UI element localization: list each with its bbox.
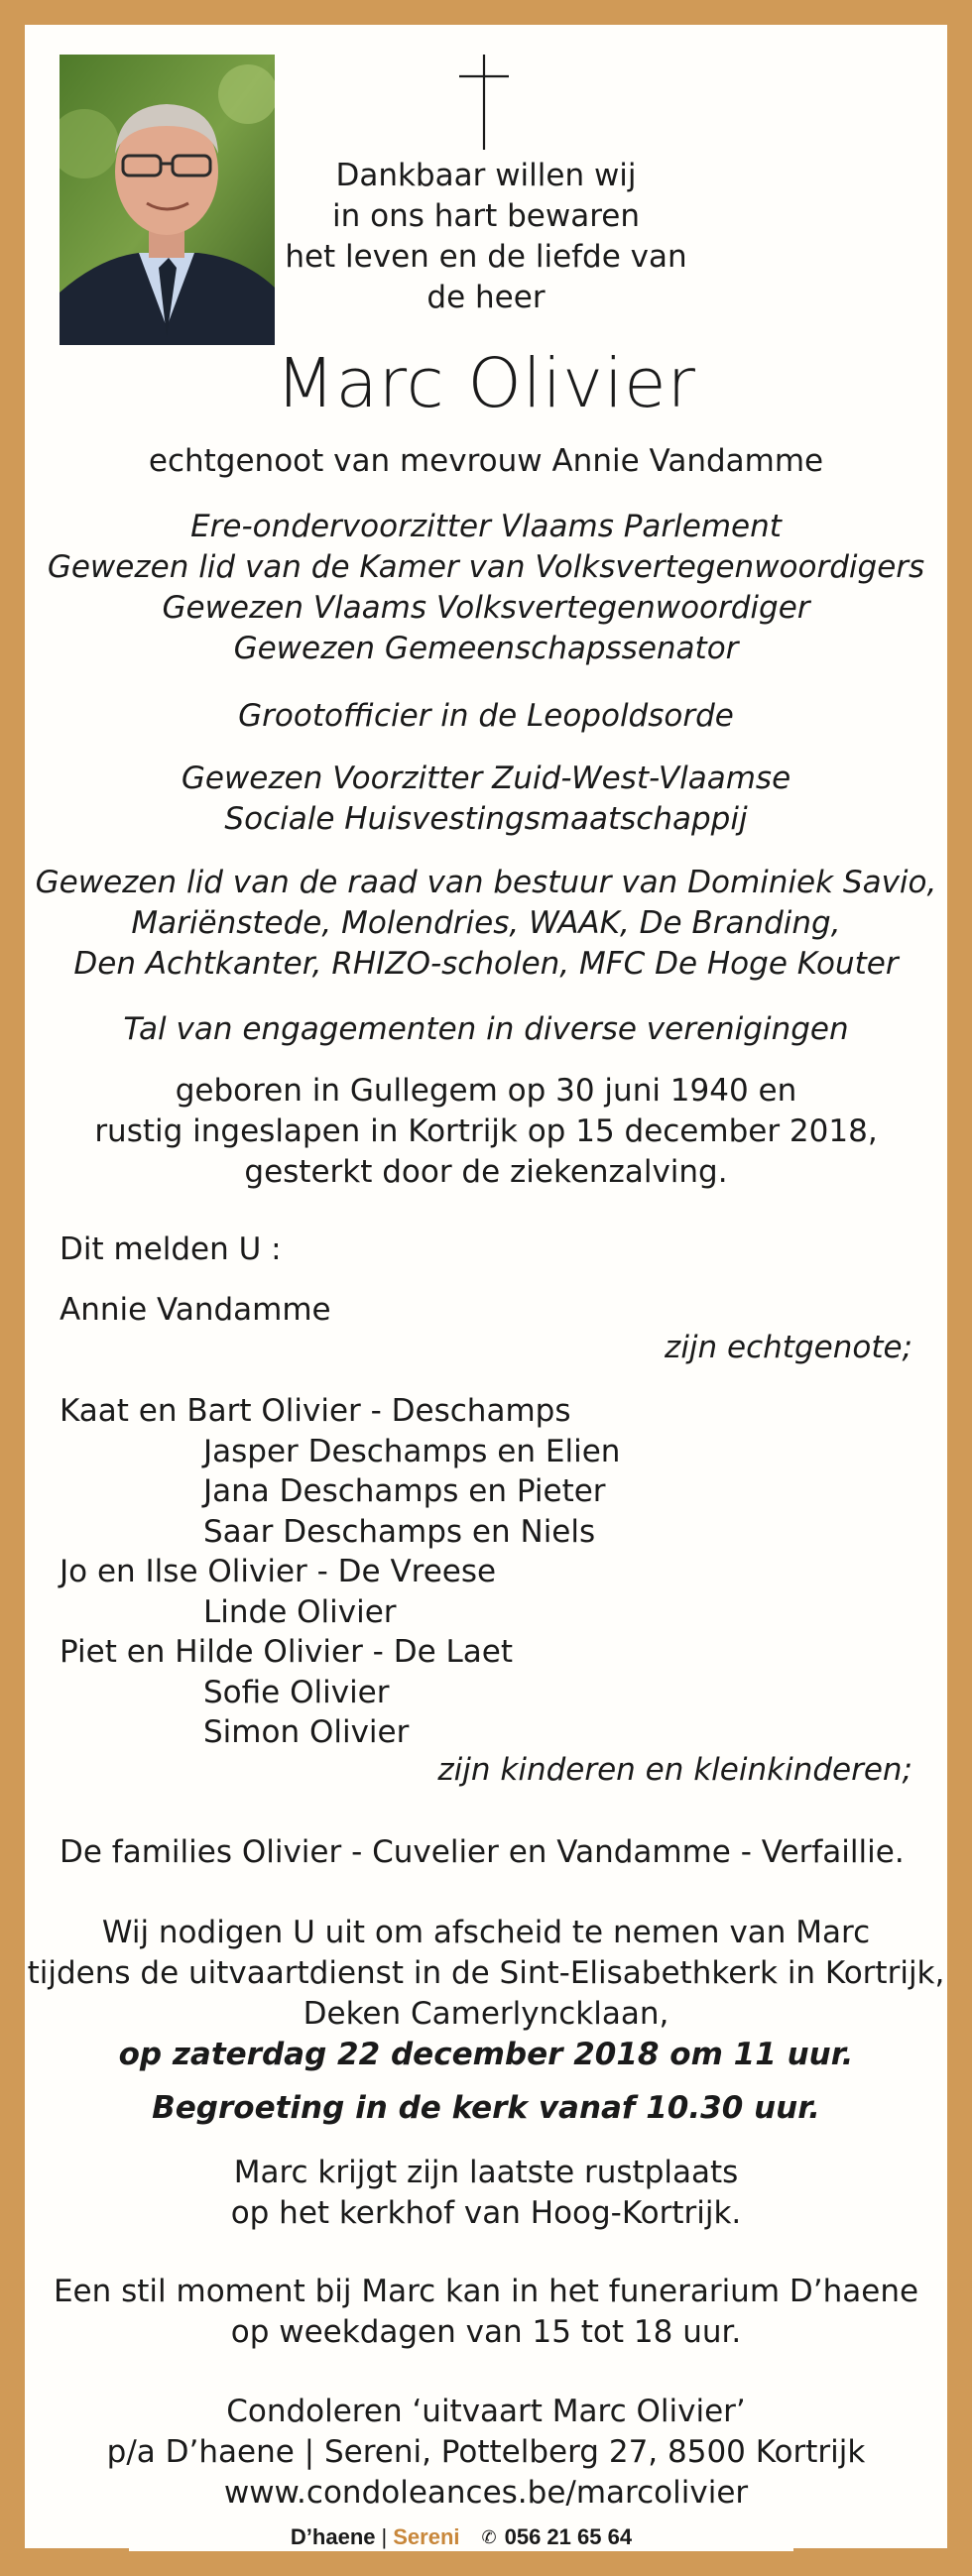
housing-line: Sociale Huisvestingsmaatschappij (224, 801, 748, 837)
cross-icon (454, 55, 514, 150)
family-role: zijn kinderen en kleinkinderen; (437, 1752, 912, 1788)
family-member: Piet en Hilde Olivier - De Laet (60, 1634, 514, 1670)
boards-block (25, 863, 947, 985)
announce-line: Dit melden U : (60, 1231, 282, 1267)
life-line: geboren in Gullegem op 30 juni 1940 en (175, 1073, 797, 1109)
housing-block (25, 759, 947, 840)
funeral-date: op zaterdag 22 december 2018 om 11 uur. (118, 2037, 854, 2072)
funeral-home-line: Een stil moment bij Marc kan in het funerarium D’haene (53, 2274, 919, 2309)
family-member: Saar Deschamps en Niels (203, 1513, 596, 1550)
life-block (25, 1071, 947, 1193)
family-member: Jana Deschamps en Pieter (203, 1473, 606, 1509)
funeral-home-block (25, 2272, 947, 2353)
intro-line: Dankbaar willen wij (335, 158, 637, 193)
invite-line: Wij nodigen U uit om afscheid te nemen van Marc (101, 1915, 871, 1950)
invite-line: Deken Camerlyncklaan, (303, 1996, 669, 2032)
boards-line: Mariënstede, Molendries, WAAK, De Branding, (131, 905, 841, 941)
housing-line: Gewezen Voorzitter Zuid-West-Vlaamse (181, 761, 791, 796)
widow-name: Annie Vandamme (60, 1292, 331, 1328)
condolences-line: p/a D’haene | Sereni, Pottelberg 27, 8500 Kortrijk (106, 2434, 866, 2470)
condolences-line: Condoleren ‘uitvaart Marc Olivier’ (226, 2394, 746, 2429)
deceased-name: Marc Olivier (275, 344, 696, 423)
brand-separator: | (381, 2524, 388, 2549)
family-member: Jo en Ilse Olivier - De Vreese (60, 1554, 497, 1589)
family-member: Linde Olivier (203, 1593, 397, 1630)
brand-dhaene: D’haene (290, 2524, 376, 2549)
rest-block (25, 2153, 947, 2234)
life-line: rustig ingeslapen in Kortrijk op 15 december 2018, (94, 1113, 878, 1149)
invite-line: tijdens de uitvaartdienst in de Sint-Elisabethkerk in Kortrijk, (27, 1955, 945, 1991)
brand-sereni: Sereni (393, 2524, 460, 2549)
title-line: Gewezen lid van de Kamer van Volksvertegenwoordigers (47, 549, 925, 585)
family-list (60, 1391, 912, 1753)
life-line: gesterkt door de ziekenzalving. (244, 1154, 728, 1190)
titles-block (25, 507, 947, 669)
boards-line: Gewezen lid van de raad van bestuur van Dominiek Savio, (35, 865, 937, 900)
condolences-link[interactable]: www.condoleances.be/marcolivier (223, 2475, 749, 2511)
intro-line: de heer (426, 280, 546, 315)
condolences-block (25, 2392, 947, 2514)
phone-number[interactable]: 056 21 65 64 (504, 2524, 633, 2549)
portrait-photo (60, 55, 275, 345)
phone-icon: ✆ (481, 2526, 497, 2547)
family-member: Jasper Deschamps en Elien (203, 1433, 621, 1469)
title-line: Ere-ondervoorzitter Vlaams Parlement (190, 509, 782, 544)
widow-role: zijn echtgenote; (665, 1330, 912, 1365)
intro-line: het leven en de liefde van (285, 239, 687, 275)
intro-text (263, 156, 709, 318)
invite-block (25, 1913, 947, 2075)
title-line: Gewezen Gemeenschapssenator (233, 631, 739, 666)
spouse-line: echtgenoot van mevrouw Annie Vandamme (148, 443, 824, 479)
footer-bar (129, 2523, 793, 2551)
intro-line: in ons hart bewaren (331, 198, 640, 234)
greeting-line: Begroeting in de kerk vanaf 10.30 uur. (152, 2090, 820, 2126)
order-line: Grootofficier in de Leopoldsorde (238, 698, 734, 734)
title-line: Gewezen Vlaams Volksvertegenwoordiger (162, 590, 810, 626)
obituary-card (25, 25, 947, 2548)
rest-line: Marc krijgt zijn laatste rustplaats (233, 2155, 739, 2190)
families-line: De families Olivier - Cuvelier en Vandamme - Verfaillie. (60, 1834, 905, 1870)
family-member: Sofie Olivier (203, 1674, 390, 1710)
rest-line: op het kerkhof van Hoog-Kortrijk. (230, 2195, 742, 2231)
family-member: Kaat en Bart Olivier - Deschamps (60, 1393, 571, 1429)
family-member: Simon Olivier (203, 1714, 410, 1750)
boards-line: Den Achtkanter, RHIZO-scholen, MFC De Hoge Kouter (73, 946, 899, 982)
funeral-home-line: op weekdagen van 15 tot 18 uur. (230, 2314, 742, 2350)
engagements-line: Tal van engagementen in diverse verenigingen (123, 1011, 849, 1047)
